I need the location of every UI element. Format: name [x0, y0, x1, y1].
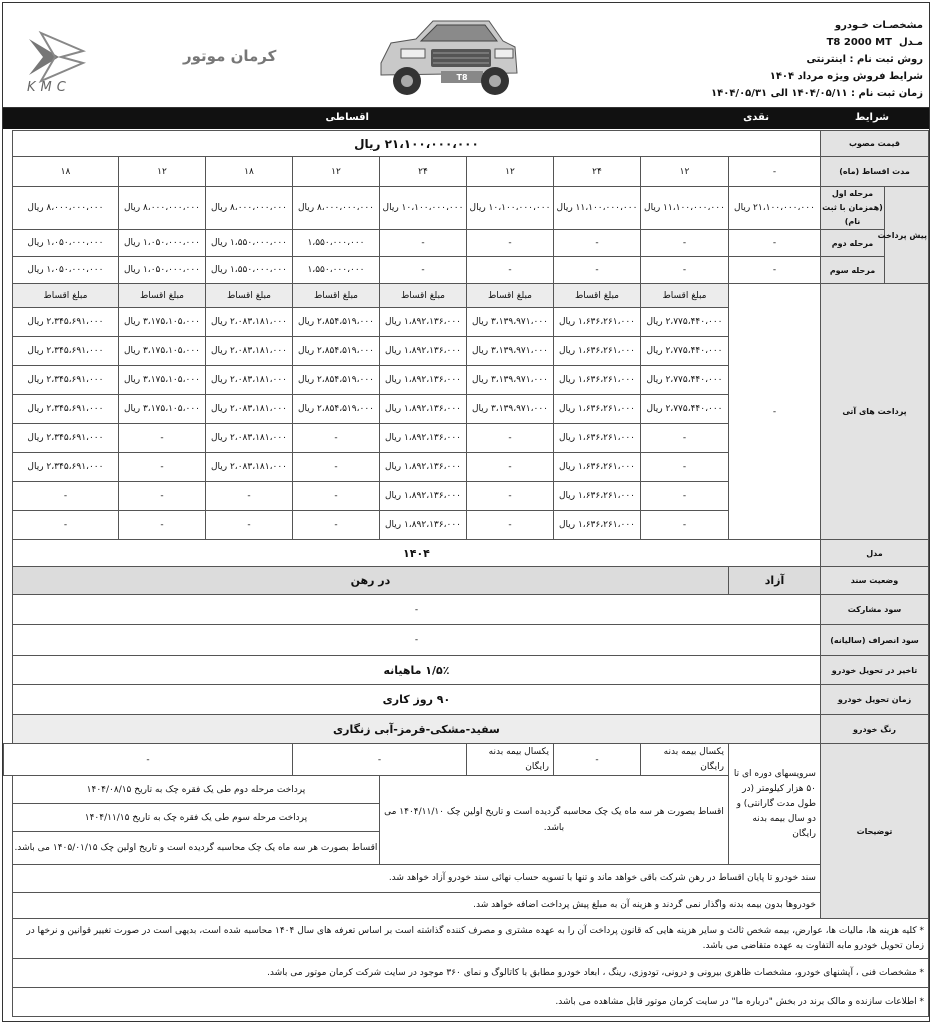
installment-cell: - [292, 453, 379, 482]
installment-cell: ۲،۰۸۳،۱۸۱،۰۰۰ ریال [205, 453, 292, 482]
installment-cell: ۱،۸۹۲،۱۳۶،۰۰۰ ریال [379, 424, 466, 453]
pickup-truck-image [371, 13, 521, 103]
installment-cell: ۲،۷۷۵،۴۴۰،۰۰۰ ریال [640, 366, 728, 395]
installment-cell: ۲،۸۵۴،۵۱۹،۰۰۰ ریال [292, 366, 379, 395]
installment-cell: - [118, 453, 205, 482]
installment-cell: ۱،۶۳۶،۲۶۱،۰۰۰ ریال [553, 337, 640, 366]
stage3-cell: ۱،۰۵۰،۰۰۰،۰۰۰ ریال [12, 257, 118, 284]
installment-cell: ۲،۰۸۳،۱۸۱،۰۰۰ ریال [205, 337, 292, 366]
service-note: سرویسهای دوره ای تا ۵۰ هزار کیلومتر (در طول مدت گارانتی) و دو سال بیمه بدنه رایگان [728, 744, 820, 865]
car-badge: T8 [456, 73, 468, 82]
installment-cell: ۱،۸۹۲،۱۳۶،۰۰۰ ریال [379, 453, 466, 482]
installment-header: مبلغ اقساط [553, 284, 640, 308]
stage1-cell: ۸،۰۰۰،۰۰۰،۰۰۰ ریال [12, 187, 118, 230]
brand-text: کرمان موتور [183, 47, 277, 65]
insurance-note: خودروها بدون بیمه بدنه واگذار نمی گردند و هزینه آن به مبلغ پیش پرداخت اضافه خواهد شد. [12, 893, 820, 919]
info-note: * اطلاعات سازنده و مالک برند در بخش "درباره ما" در سایت کرمان موتور قابل مشاهده می باشد. [12, 988, 928, 1017]
label-stage1-cell [820, 187, 884, 230]
color-row [4, 715, 929, 744]
stage2-cell: - [640, 230, 728, 257]
notes-dash: - [553, 744, 640, 776]
model-row [4, 540, 929, 567]
installment-cell: ۳،۱۳۹،۹۷۱،۰۰۰ ریال [466, 337, 553, 366]
pay-stage2-note: پرداخت مرحله دوم طی یک فقره چک به تاریخ ۱۴۰۴/۰۸/۱۵ [12, 776, 379, 804]
kmc-logo [21, 25, 277, 95]
duration-cell: ۱۲ [292, 157, 379, 187]
installment-header-row [4, 284, 929, 308]
stage2-cell: - [553, 230, 640, 257]
delivery-value: ۹۰ روز کاری [12, 685, 820, 715]
specs-title: مشخصـات خـودرو [834, 20, 923, 31]
installment-cell: - [466, 424, 553, 453]
label-delivery: زمان تحویل خودرو [820, 685, 928, 715]
label-future: پرداخت های آتی [820, 284, 928, 540]
stage3-cell: - [553, 257, 640, 284]
stage3-cell: - [379, 257, 466, 284]
label-model: مدل [820, 540, 928, 567]
installment-header: مبلغ اقساط [379, 284, 466, 308]
doc-status-row [4, 567, 929, 595]
stage3-cell: - [640, 257, 728, 284]
installment-cell: ۲،۸۵۴،۵۱۹،۰۰۰ ریال [292, 308, 379, 337]
installment-cell: - [292, 482, 379, 511]
costs-note: * کلیه هزینه ها، مالیات ها، عوارض، بیمه شخص ثالث و سایر هزینه هایی که قانون پرداخت آن را به عهده مشتری و مصرف کننده گذاشته است بر اساس تعرفه های سال ۱۴۰۴ محاسبه شده است، بدیهی است در صورت تغییر قوانین و نرخها در زمان تحویل خودرو مابه التفاوت به عهده متقاضی می باشد. [12, 919, 928, 959]
insurance-free-note: یکسال بیمه بدنه رایگان [640, 744, 728, 776]
partnership-row [4, 595, 929, 625]
annual-row [4, 625, 929, 656]
stage2-cell: ۱،۵۵۰،۰۰۰،۰۰۰ [292, 230, 379, 257]
label-partnership: سود مشارکت [820, 595, 928, 625]
duration-cell: ۱۲ [640, 157, 728, 187]
installment-cell: ۲،۳۴۵،۶۹۱،۰۰۰ ریال [12, 308, 118, 337]
installment-cell: ۲،۰۸۳،۱۸۱،۰۰۰ ریال [205, 395, 292, 424]
installment-cell: ۳،۱۳۹،۹۷۱،۰۰۰ ریال [466, 366, 553, 395]
header [3, 3, 929, 108]
label-annual: سود انصراف (سالیانه) [820, 625, 928, 656]
cash-future-cell: - [728, 284, 820, 540]
installment-cell: - [466, 453, 553, 482]
label-approved-price: قیمت مصوب [820, 131, 928, 157]
label-notes: توضیحات [820, 744, 928, 919]
logo-mark-text: KMC [27, 80, 71, 95]
installment-cell: - [292, 424, 379, 453]
installment-cell: ۱،۶۳۶،۲۶۱،۰۰۰ ریال [553, 395, 640, 424]
installment-cell: - [118, 482, 205, 511]
stage3-row [4, 257, 929, 284]
installment-cell: ۲،۳۴۵،۶۹۱،۰۰۰ ریال [12, 395, 118, 424]
bar-cash: نقدی [743, 112, 769, 123]
installment-cell: ۲،۳۴۵،۶۹۱،۰۰۰ ریال [12, 453, 118, 482]
stage3-cell: - [728, 257, 820, 284]
stage1-cell: ۱۰،۱۰۰،۰۰۰،۰۰۰ ریال [466, 187, 553, 230]
pledge-note: سند خودرو تا پایان اقساط در رهن شرکت باقی خواهد ماند و تنها با تسویه حساب نهائی سند خودرو آزاد خواهد شد. [12, 865, 820, 893]
specs-note: * مشخصات فنی ، آپشنهای خودرو، مشخصات ظاهری بیرونی و درونی، تودوزی، رینگ ، ابعاد خودرو مطابق با کاتالوگ و نمای ۳۶۰ موجود در سایت شرکت کرمان موتور می باشد. [12, 959, 928, 988]
installment-cell: ۲،۰۸۳،۱۸۱،۰۰۰ ریال [205, 366, 292, 395]
reg-method: روش ثبت نام : اینترنتی [806, 54, 923, 65]
notes-row-6 [4, 893, 929, 919]
notes-row-8 [4, 959, 929, 988]
stage2-cell: - [728, 230, 820, 257]
installment-cell: ۲،۰۸۳،۱۸۱،۰۰۰ ریال [205, 308, 292, 337]
label-stage1: مرحله اول [831, 189, 874, 198]
installment-header: مبلغ اقساط [466, 284, 553, 308]
notes-row-7 [4, 919, 929, 959]
label-stage1-note: (همزمان با ثبت نام) [822, 203, 883, 226]
stage3-cell: ۱،۵۵۰،۰۰۰،۰۰۰ [292, 257, 379, 284]
installment-cell: ۱،۶۳۶،۲۶۱،۰۰۰ ریال [553, 511, 640, 540]
installment-cell: ۲،۸۵۴،۵۱۹،۰۰۰ ریال [292, 395, 379, 424]
notes-row-5 [4, 865, 929, 893]
partnership-value: - [12, 595, 820, 625]
installment-cell: - [640, 482, 728, 511]
installment-cell: ۳،۱۷۵،۱۰۵،۰۰۰ ریال [118, 395, 205, 424]
colors-value: سفید-مشکی-قرمز-آبی زنگاری [12, 715, 820, 744]
installment-cell: - [205, 482, 292, 511]
installment-cell: - [118, 511, 205, 540]
insurance-free-note: یکسال بیمه بدنه رایگان [466, 744, 553, 776]
model-year: ۱۴۰۴ [12, 540, 820, 567]
stage1-cell: ۱۰،۱۰۰،۰۰۰،۰۰۰ ریال [379, 187, 466, 230]
right-installment-note: اقساط بصورت هر سه ماه یک چک محاسبه گردیده است و تاریخ اولین چک ۱۴۰۵/۰۱/۱۵ می باشد. [12, 832, 379, 865]
stage3-cell: - [466, 257, 553, 284]
label-delay: تاخیر در تحویل خودرو [820, 656, 928, 685]
installment-cell: - [466, 482, 553, 511]
price-table [3, 130, 929, 1017]
conditions-bar [3, 108, 929, 129]
label-doc-status: وضعیت سند [820, 567, 928, 595]
duration-row [4, 157, 929, 187]
stage1-cell: ۸،۰۰۰،۰۰۰،۰۰۰ ریال [205, 187, 292, 230]
installment-cell: ۱،۶۳۶،۲۶۱،۰۰۰ ریال [553, 366, 640, 395]
model-line [711, 34, 923, 51]
sale-conditions: شرایط فروش ویژه مرداد ۱۴۰۴ [769, 71, 923, 82]
bar-installment: اقساطی [325, 112, 369, 123]
stage2-cell: ۱،۰۵۰،۰۰۰،۰۰۰ ریال [12, 230, 118, 257]
installment-cell: ۳،۱۷۵،۱۰۵،۰۰۰ ریال [118, 337, 205, 366]
label-stage2: مرحله دوم [820, 230, 884, 257]
installment-header: مبلغ اقساط [12, 284, 118, 308]
notes-dash: - [292, 744, 466, 776]
annual-value: - [12, 625, 820, 656]
installment-cell: ۱،۸۹۲،۱۳۶،۰۰۰ ریال [379, 308, 466, 337]
model-label: مـدل [898, 37, 923, 48]
model-value: T8 2000 MT [826, 37, 892, 48]
installment-cell: ۲،۷۷۵،۴۴۰،۰۰۰ ریال [640, 395, 728, 424]
installment-cell: ۲،۳۴۵،۶۹۱،۰۰۰ ریال [12, 424, 118, 453]
installment-cell: ۱،۶۳۶،۲۶۱،۰۰۰ ریال [553, 482, 640, 511]
installment-cell: ۱،۸۹۲،۱۳۶،۰۰۰ ریال [379, 337, 466, 366]
installment-header: مبلغ اقساط [292, 284, 379, 308]
installment-cell: ۳،۱۳۹،۹۷۱،۰۰۰ ریال [466, 395, 553, 424]
delay-value: ۱/۵٪ ماهیانه [12, 656, 820, 685]
duration-cell: ۱۸ [205, 157, 292, 187]
installment-cell: ۱،۸۹۲،۱۳۶،۰۰۰ ریال [379, 511, 466, 540]
installment-header: مبلغ اقساط [640, 284, 728, 308]
stage2-cell: - [379, 230, 466, 257]
stage2-cell: - [466, 230, 553, 257]
stage1-row [4, 187, 929, 230]
duration-cell: ۲۴ [379, 157, 466, 187]
stage3-cell: ۱،۵۵۰،۰۰۰،۰۰۰ ریال [205, 257, 292, 284]
stage2-row [4, 230, 929, 257]
installment-cell: ۱،۸۹۲،۱۳۶،۰۰۰ ریال [379, 395, 466, 424]
notes-dash: - [4, 744, 293, 776]
pay-stage3-note: پرداخت مرحله سوم طی یک فقره چک به تاریخ ۱۴۰۴/۱۱/۱۵ [12, 804, 379, 832]
installment-cell: ۳،۱۷۵،۱۰۵،۰۰۰ ریال [118, 366, 205, 395]
doc-pledged: در رهن [12, 567, 728, 595]
stage1-cell: ۸،۰۰۰،۰۰۰،۰۰۰ ریال [118, 187, 205, 230]
installment-cell: ۱،۸۹۲،۱۳۶،۰۰۰ ریال [379, 482, 466, 511]
bar-conditions: شرایط [855, 112, 889, 123]
stage1-cell: ۱۱،۱۰۰،۰۰۰،۰۰۰ ریال [553, 187, 640, 230]
stage3-cell: ۱،۰۵۰،۰۰۰،۰۰۰ ریال [118, 257, 205, 284]
duration-cell: ۱۲ [118, 157, 205, 187]
duration-cell: ۱۲ [466, 157, 553, 187]
installment-cell: ۲،۸۵۴،۵۱۹،۰۰۰ ریال [292, 337, 379, 366]
price-sheet [2, 2, 930, 1022]
duration-cell: - [728, 157, 820, 187]
installment-cell: - [12, 511, 118, 540]
installment-cell: - [205, 511, 292, 540]
installment-header: مبلغ اقساط [118, 284, 205, 308]
specs-block [711, 17, 923, 102]
notes-row-1 [4, 744, 929, 776]
installment-cell: ۱،۶۳۶،۲۶۱،۰۰۰ ریال [553, 308, 640, 337]
duration-cell: ۱۸ [12, 157, 118, 187]
installment-cell: - [12, 482, 118, 511]
installment-cell: - [292, 511, 379, 540]
installment-cell: ۱،۶۳۶،۲۶۱،۰۰۰ ریال [553, 424, 640, 453]
installment-cell: ۲،۷۷۵،۴۴۰،۰۰۰ ریال [640, 308, 728, 337]
installment-cell: ۲،۳۴۵،۶۹۱،۰۰۰ ریال [12, 337, 118, 366]
label-duration: مدت اقساط (ماه) [820, 157, 928, 187]
label-prepay: پیش پرداخت [885, 187, 929, 284]
installment-cell: - [640, 424, 728, 453]
mid-installment-note: اقساط بصورت هر سه ماه یک چک محاسبه گردیده است و تاریخ اولین چک ۱۴۰۴/۱۱/۱۰ می باشد. [379, 776, 728, 865]
installment-cell: - [640, 453, 728, 482]
stage1-cell: ۸،۰۰۰،۰۰۰،۰۰۰ ریال [292, 187, 379, 230]
installment-cell: ۳،۱۷۵،۱۰۵،۰۰۰ ریال [118, 308, 205, 337]
installment-cell: ۲،۷۷۵،۴۴۰،۰۰۰ ریال [640, 337, 728, 366]
installment-cell: ۳،۱۳۹،۹۷۱،۰۰۰ ریال [466, 308, 553, 337]
label-color: رنگ خودرو [820, 715, 928, 744]
installment-header: مبلغ اقساط [205, 284, 292, 308]
installment-cell: - [466, 511, 553, 540]
installment-cell: ۲،۳۴۵،۶۹۱،۰۰۰ ریال [12, 366, 118, 395]
doc-free: آزاد [728, 567, 820, 595]
label-stage3: مرحله سوم [820, 257, 884, 284]
approved-price-value: ۲۱،۱۰۰،۰۰۰،۰۰۰ ریال [12, 131, 820, 157]
delivery-row [4, 685, 929, 715]
installment-cell: ۲،۰۸۳،۱۸۱،۰۰۰ ریال [205, 424, 292, 453]
stage1-cell: ۲۱،۱۰۰،۰۰۰،۰۰۰ ریال [728, 187, 820, 230]
installment-cell: - [640, 511, 728, 540]
stage2-cell: ۱،۵۵۰،۰۰۰،۰۰۰ ریال [205, 230, 292, 257]
duration-cell: ۲۴ [553, 157, 640, 187]
notes-row-9 [4, 988, 929, 1017]
stage1-cell: ۱۱،۱۰۰،۰۰۰،۰۰۰ ریال [640, 187, 728, 230]
approved-price-row [4, 131, 929, 157]
reg-time: زمان ثبت نام : ۱۴۰۴/۰۵/۱۱ الی ۱۴۰۴/۰۵/۳۱ [711, 88, 923, 99]
installment-cell: ۱،۸۹۲،۱۳۶،۰۰۰ ریال [379, 366, 466, 395]
delay-row [4, 656, 929, 685]
installment-cell: ۱،۶۳۶،۲۶۱،۰۰۰ ریال [553, 453, 640, 482]
installment-cell: - [118, 424, 205, 453]
stage2-cell: ۱،۰۵۰،۰۰۰،۰۰۰ ریال [118, 230, 205, 257]
